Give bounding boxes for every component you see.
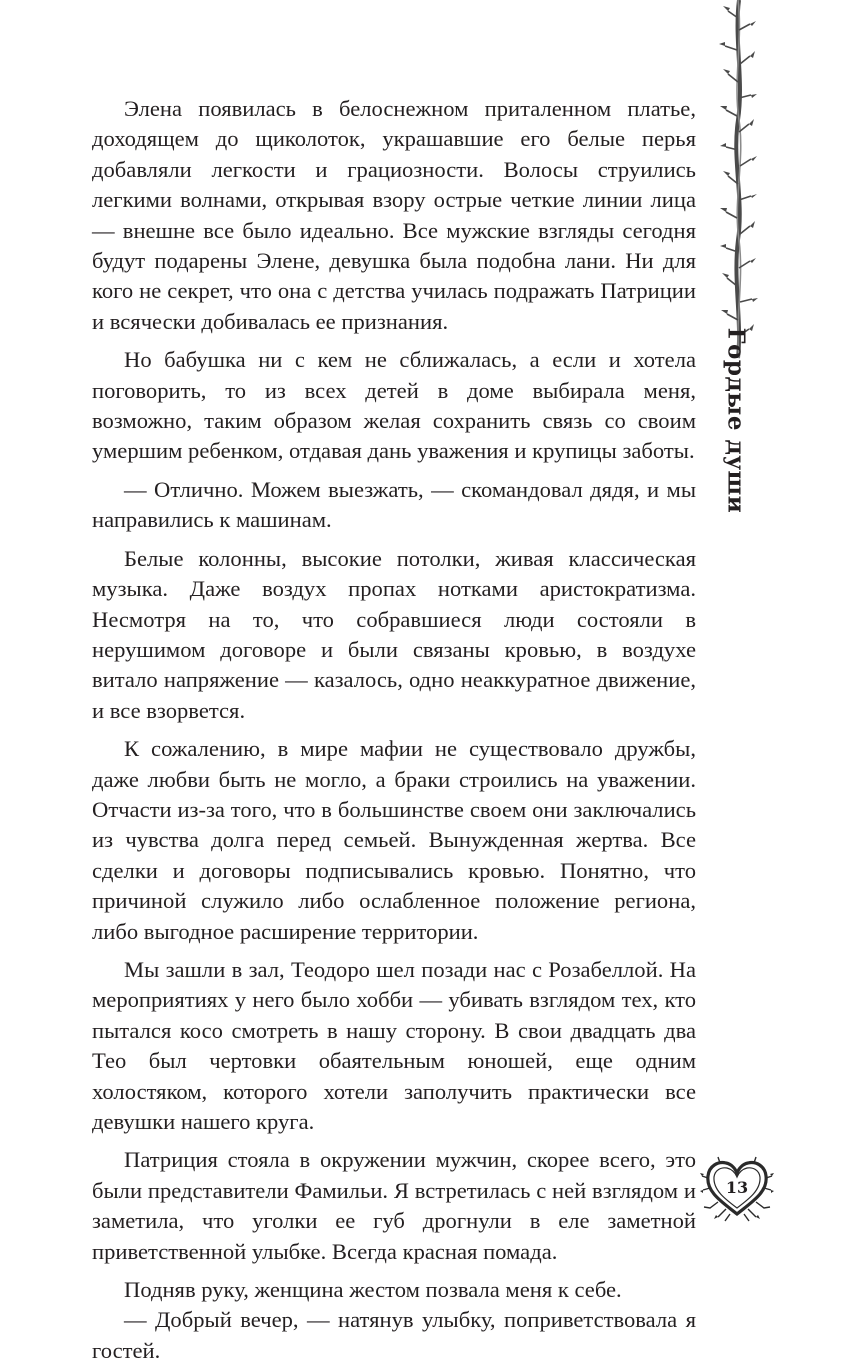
paragraph: — Добрый вечер, — натянув улыбку, поприветствовала я гостей. bbox=[92, 1307, 696, 1363]
paragraph: К сожалению, в мире мафии не существовало дружбы, даже любви быть не могло, а браки строились на уважении. Отчасти из-за того, что в большинстве своем они заключались из чувства долга перед семьей. Вынужденная жертва. Все сделки и договоры подписывались кровью. Понятно, что причиной служило либо ослабленное положение региона, либо выгодное расширение территории. bbox=[92, 736, 696, 944]
paragraph: Патриция стояла в окружении мужчин, скорее всего, это были представители Фамильи. Я встретилась с ней взглядом и заметила, что уголки ее губ дрогнули в еле заметной приветственной улыбке. Всегда красная помада. bbox=[92, 1147, 696, 1264]
running-title-text: Гордые души bbox=[722, 327, 750, 513]
paragraph: Но бабушка ни с кем не сближалась, а если и хотела поговорить, то из всех детей в доме выбирала меня, возможно, таким образом желая сохранить связь со своим умершим ребенком, отдавая дань уважения и крупицы заботы. bbox=[92, 347, 696, 464]
paragraph: Белые колонны, высокие потолки, живая классическая музыка. Даже воздух пропах нотками аристократизма. Несмотря на то, что собравшиеся люди состояли в нерушимом договоре и были связаны кровью, в воздухе витало напряжение — казалось, одно неаккуратное движение, и все взорвется. bbox=[92, 545, 696, 723]
running-title bbox=[704, 327, 768, 513]
paragraph: Элена появилась в белоснежном приталенном платье, доходящем до щиколоток, украшавшие его белые перья добавляли легкости и грациозности. Волосы струились легкими волнами, открывая взору острые четкие линии лица — внешне все было идеально. Все мужские взгляды сегодня будут подарены Элене, девушка была подобна лани. Ни для кого не секрет, что она с детства училась подражать Патриции и всячески добивалась ее признания. bbox=[92, 96, 696, 334]
paragraph: Мы зашли в зал, Теодоро шел позади нас с Розабеллой. На мероприятиях у него было хобби — убивать взглядом тех, кто пытался косо смотреть в нашу сторону. В свои двадцать два Тео был чертовки обаятельным юношей, еще одним холостяком, которого хотели заполучить практически все девушки нашего круга. bbox=[92, 956, 696, 1134]
body-text bbox=[92, 94, 696, 1366]
paragraph: — Отлично. Можем выезжать, — скомандовал дядя, и мы направились к машинам. bbox=[92, 476, 696, 533]
paragraph: Подняв руку, женщина жестом позвала меня к себе. bbox=[124, 1277, 622, 1303]
page-number: 13 bbox=[725, 1178, 749, 1197]
thorn-vine-ornament bbox=[712, 0, 764, 360]
